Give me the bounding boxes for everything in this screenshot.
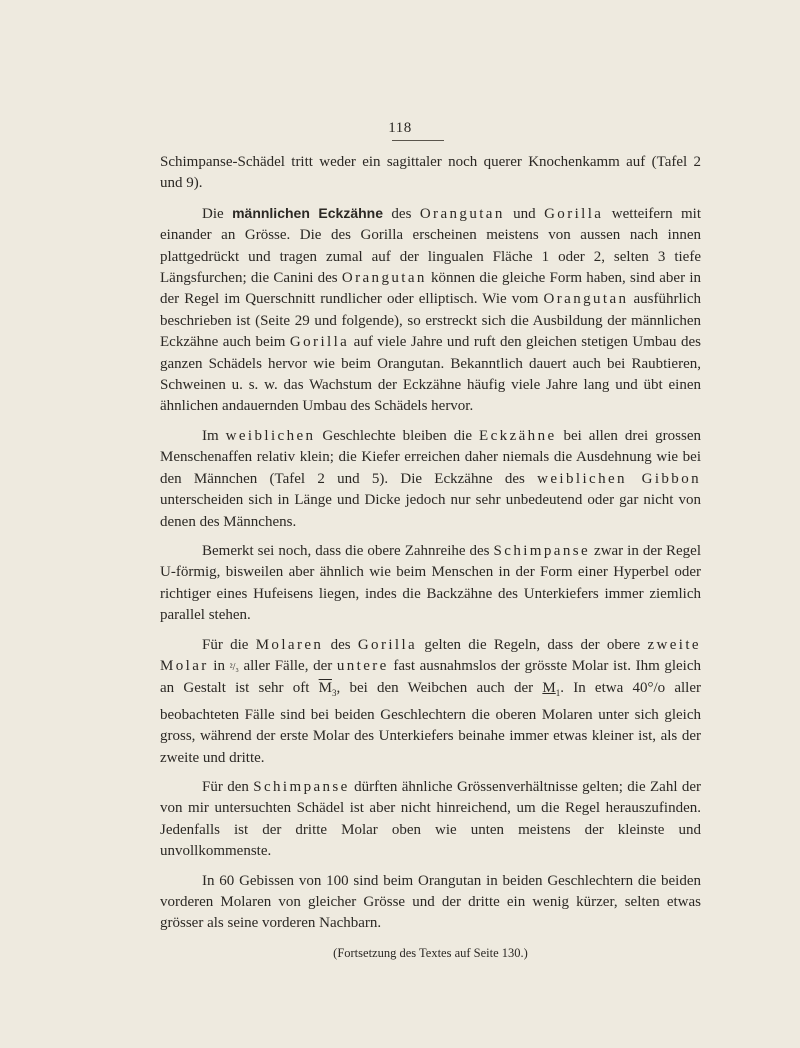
page-number: 118 — [388, 120, 412, 136]
text-span: fast ausnahmslos der grösste Molar ist. Ihm gleich an Gestalt ist sehr oft — [160, 657, 701, 697]
text-span: des — [323, 636, 358, 653]
text-span-sp: weiblichen Gibbon — [537, 470, 701, 487]
text-span: auf viele Jahre und ruft den gleichen stetigen Umbau des ganzen Schädels hervor wie beim Orangutan. Bekanntlich dauert auch bei Raubtieren, Schweinen u. s. w. das Wachstum der Eckzähne häufig viele Jahre lang und übt einen ähnlichen andauernden Umbau des Schädels hervor. — [160, 334, 701, 415]
body-text — [160, 152, 701, 964]
text-span-sp: Orangutan — [419, 205, 505, 222]
text-span: Im — [202, 427, 226, 444]
text-span-sp: Schimpanse — [253, 778, 350, 795]
text-span-sp: weiblichen — [225, 427, 316, 444]
text-span: , bei den Weibchen auch der — [336, 680, 543, 697]
paragraph — [160, 541, 701, 627]
text-span: unterscheiden sich in Länge und Dicke jedoch nur sehr unbedeutend oder gar nicht von denen des Männchens. — [160, 492, 701, 530]
text-span: Schimpanse-Schädel tritt weder ein sagittaler noch querer Knochenkamm auf (Tafel 2 und 9). — [160, 154, 701, 192]
text-span-frac: ²/₃ — [229, 661, 239, 673]
text-span: Bemerkt sei noch, dass die obere Zahnreihe des — [202, 542, 494, 559]
paragraph — [160, 777, 701, 863]
text-span-sp: Gorilla — [544, 205, 604, 222]
paragraph — [160, 426, 701, 533]
paragraph — [160, 871, 701, 935]
text-span: zwar in der Regel U-förmig, bisweilen aber ähnlich wie beim Menschen in der Form einer Hyperbel oder richtiger eines Hufeisens liegen, indes die Backzähne des Unterkiefers immer ziemlich parallel stehen. — [160, 542, 702, 624]
text-span-sp: untere — [336, 657, 389, 674]
paragraph — [160, 635, 701, 769]
text-span: Für die — [202, 636, 256, 653]
text-span-sub: 1 — [555, 688, 561, 699]
continuation-note: (Fortsetzung des Textes auf Seite 130.) — [333, 945, 528, 960]
text-span-sp: Gorilla — [357, 636, 418, 653]
text-span: ausführlich beschrieben ist (Seite 29 und folgende), so erstreckt sich die Ausbildung der männlichen Eckzähne auch beim — [160, 291, 701, 351]
text-span: bei allen drei grossen Menschenaffen relativ klein; die Kiefer erreichen daher niemals die Ausdehnung wie bei den Männchen (Tafel 2 und 5). Die Eckzähne des — [160, 427, 701, 487]
text-span: Geschlechte bleiben die — [315, 427, 480, 444]
text-span-sp: Eckzähne — [479, 427, 557, 444]
text-span: gelten die Regeln, dass der obere — [417, 636, 648, 653]
text-span: können die gleiche Form haben, sind aber in der Regel im Querschnitt rundlicher oder elliptisch. Wie vom — [160, 270, 701, 308]
text-span-sp: Orangutan — [341, 270, 427, 287]
text-span-ul: M — [542, 680, 556, 697]
text-span-sp: zweite Molar — [160, 636, 701, 674]
text-span-sub: 3 — [331, 688, 337, 699]
text-span: aller Fälle, der — [238, 657, 337, 674]
text-span-sp: Orangutan — [543, 291, 629, 308]
text-span: des — [383, 205, 420, 222]
text-span: Die — [202, 205, 233, 222]
text-span: in — [208, 657, 230, 674]
paragraph — [160, 203, 701, 418]
text-span: dürften ähnliche Grössenverhältnisse gelten; die Zahl der von mir untersuchten Schädel ist aber nicht hinreichend, um die Regel herauszufinden. Jedenfalls ist der dritte Molar oben wie unten meistens der kleinste und unvollkommenste. — [160, 778, 701, 860]
header-rule — [392, 140, 444, 141]
text-span: Für den — [202, 778, 254, 795]
text-span-sp: Gorilla — [289, 334, 350, 351]
text-span-sp: Schimpanse — [493, 542, 591, 559]
text-span: . In etwa 40°/o aller beobachteten Fälle sind bei beiden Geschlechtern die oberen Molaren unter sich gleich gross, während der erste Molar des Unterkiefers beinahe immer etwas kleiner ist, als der zweite und dritte. — [160, 680, 702, 766]
text-span: In 60 Gebissen von 100 sind beim Orangutan in beiden Geschlechtern die beiden vorderen Molaren von gleicher Grösse und der dritte ein wenig kürzer, selten etwas grösser als seine vorderen Nachbarn. — [160, 872, 701, 932]
text-span-ovl: $\overline{M}$ — [318, 680, 332, 697]
text-span-sp: Molaren — [255, 636, 324, 653]
paragraph — [160, 152, 701, 195]
text-span: wetteifern mit einander an Grösse. Die des Gorilla erscheinen meistens von aussen nach innen plattgedrückt und tragen zumal auf der lingualen Fläche 1 oder 2, selten 3 tiefe Längsfurchen; die Canini des — [160, 205, 701, 287]
text-span: und — [504, 205, 545, 222]
text-span-bold: männlichen Eckzähne — [232, 204, 384, 221]
